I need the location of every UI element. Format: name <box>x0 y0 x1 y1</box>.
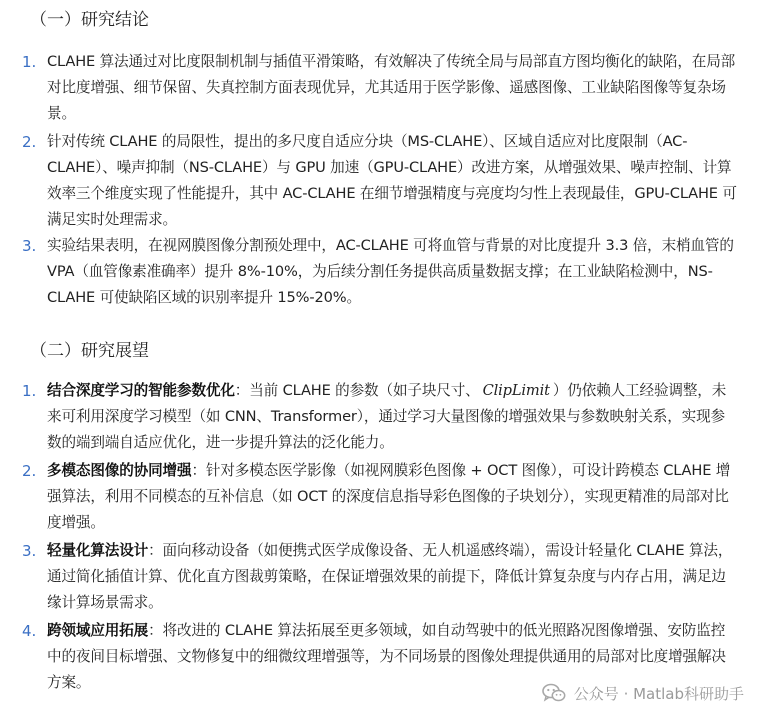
list-item-number: 3. <box>22 542 37 560</box>
list-item-number: 4. <box>22 622 37 640</box>
list-item <box>22 378 742 456</box>
list-item-text-rest: ）仍依赖人工经验调整，未来可利用深度学习模型（如 CNN、Transformer），通过学习大量图像的增强效果与参数映射关系，实现参数的端到端自适应优化，进一步提升算法的泛化能力。 <box>47 382 727 451</box>
list-item-text <box>47 538 737 616</box>
list-item <box>22 129 742 233</box>
list-item-heading: 轻量化算法设计 <box>47 542 149 559</box>
list-item <box>22 538 742 616</box>
list-item-text-rest: ：针对多模态医学影像（如视网膜彩色图像 + OCT 图像），可设计跨模态 CLAHE 增强算法，利用不同模态的互补信息（如 OCT 的深度信息指导彩色图像的子块划分），实现更精准的局部对比度增强。 <box>47 462 731 531</box>
math-term: ClipLimit <box>482 382 550 399</box>
list-item-number: 2. <box>22 133 37 151</box>
list-item <box>22 458 742 536</box>
list-item-text-lead: ：当前 CLAHE 的参数（如子块尺寸、 <box>234 382 480 399</box>
section-title-conclusions: （一）研究结论 <box>30 10 149 30</box>
list-item-text <box>47 458 737 536</box>
list-item-number: 1. <box>22 382 37 400</box>
list-item-number: 2. <box>22 462 37 480</box>
wechat-icon <box>542 683 566 703</box>
list-item-text: CLAHE 算法通过对比度限制机制与插值平滑策略，有效解决了传统全局与局部直方图均衡化的缺陷，在局部对比度增强、细节保留、失真控制方面表现优异，尤其适用于医学影像、遥感图像、工业缺陷图像等复杂场景。 <box>47 53 736 122</box>
list-item-text: 针对传统 CLAHE 的局限性，提出的多尺度自适应分块（MS-CLAHE）、区域自适应对比度限制（AC-CLAHE）、噪声抑制（NS-CLAHE）与 GPU 加速（GPU-CLAHE）改进方案，从增强效果、噪声控制、计算效率三个维度实现了性能提升，其中 AC-CLAHE 在细节增强精度与亮度均匀性上表现最佳，GPU-CLAHE 可满足实时处理需求。 <box>47 133 737 228</box>
list-item-number: 1. <box>22 53 37 71</box>
list-item-heading: 多模态图像的协同增强 <box>47 462 192 479</box>
list-item-text-rest: ：将改进的 CLAHE 算法拓展至更多领域，如自动驾驶中的低光照路况图像增强、安防监控中的夜间目标增强、文物修复中的细微纹理增强等，为不同场景的图像处理提供通用的局部对比度增强解决方案。 <box>47 622 726 691</box>
list-item-text <box>47 378 737 456</box>
section-title-outlook: （二）研究展望 <box>30 341 149 361</box>
list-item <box>22 233 742 311</box>
list-item <box>22 49 742 127</box>
watermark-text: 公众号 · Matlab科研助手 <box>573 684 744 703</box>
watermark <box>542 682 744 704</box>
list-item-text-rest: ：面向移动设备（如便携式医学成像设备、无人机遥感终端），需设计轻量化 CLAHE 算法，通过简化插值计算、优化直方图裁剪策略，在保证增强效果的前提下，降低计算复杂度与内存占用，满足边缘计算场景需求。 <box>47 542 733 611</box>
list-item-heading: 结合深度学习的智能参数优化 <box>47 382 235 399</box>
list-item-text: 实验结果表明，在视网膜图像分割预处理中，AC-CLAHE 可将血管与背景的对比度提升 3.3 倍，末梢血管的 VPA（血管像素准确率）提升 8%-10%，为后续分割任务提供高质量数据支撑；在工业缺陷检测中，NS-CLAHE 可使缺陷区域的识别率提升 15%-20%。 <box>47 237 734 306</box>
list-item-heading: 跨领域应用拓展 <box>47 622 149 639</box>
list-item-number: 3. <box>22 237 37 255</box>
